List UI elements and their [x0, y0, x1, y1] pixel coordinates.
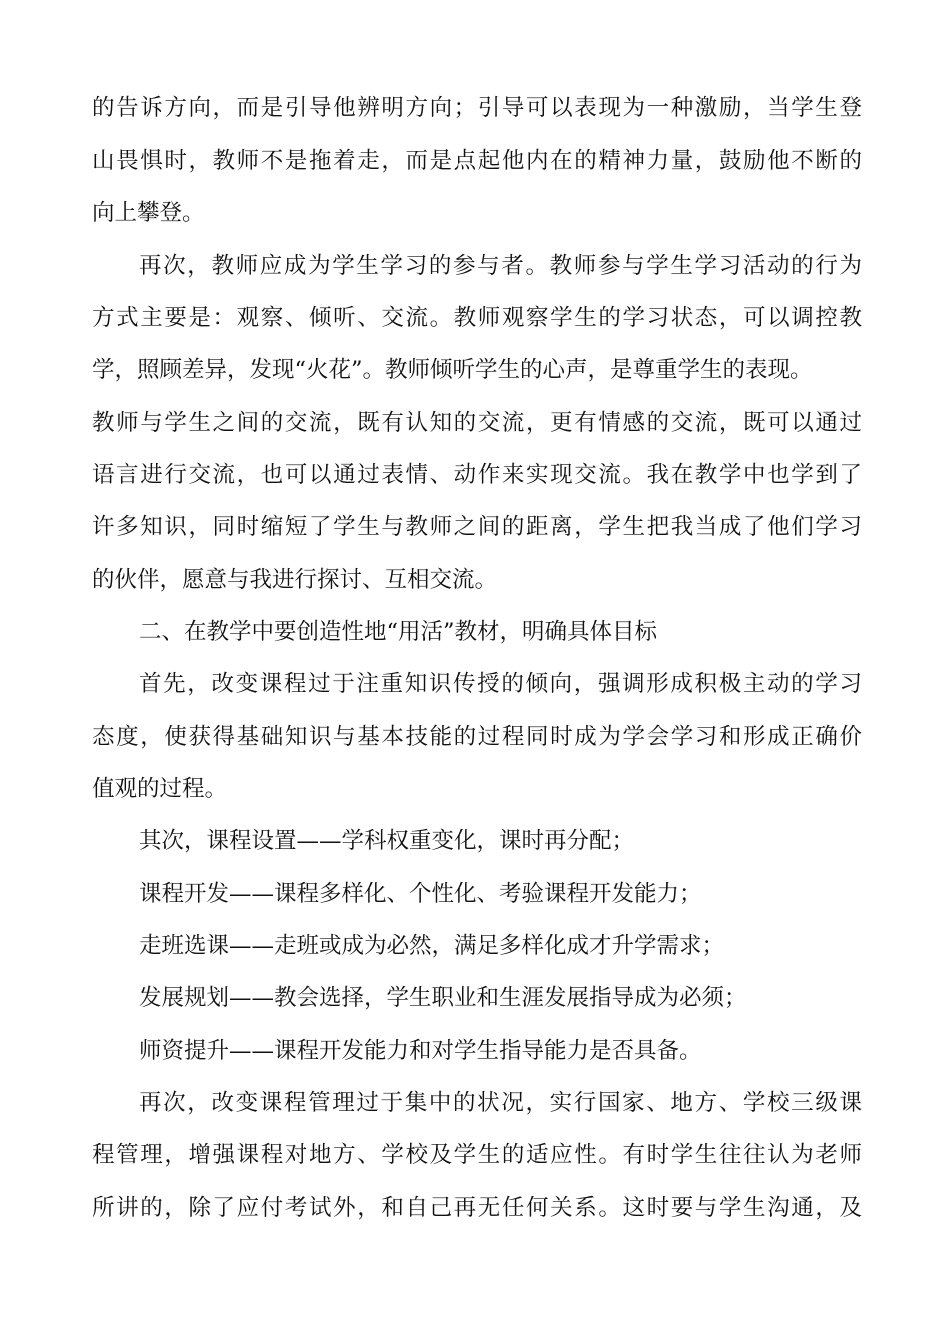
text-line-13: 态度，使获得基础知识与基本技能的过程同时成为学会学习和形成正确价 — [92, 724, 862, 750]
list-item-teacher-improvement: 师资提升——课程开发能力和对学生指导能力是否具备。 — [139, 1038, 702, 1064]
text-line-10: 的伙伴，愿意与我进行探讨、互相交流。 — [92, 567, 498, 593]
text-line-2: 山畏惧时，教师不是拖着走，而是点起他内在的精神力量，鼓励他不断的 — [92, 148, 862, 174]
text-line-14: 值观的过程。 — [92, 776, 228, 802]
paragraph-start-line: 再次，改变课程管理过于集中的状况，实行国家、地方、学校三级课 — [139, 1090, 862, 1116]
text-line-8: 语言进行交流，也可以通过表情、动作来实现交流。我在教学中也学到了 — [92, 462, 862, 488]
section-heading: 二、在教学中要创造性地“用活”教材，明确具体目标 — [139, 619, 658, 645]
list-item-class-selection: 走班选课——走班或成为必然，满足多样化成才升学需求； — [139, 933, 725, 959]
text-line-21: 程管理，增强课程对地方、学校及学生的适应性。有时学生往往认为老师 — [92, 1142, 862, 1168]
text-line-6: 学，照顾差异，发现“火花”。教师倾听学生的心声，是尊重学生的表现。 — [92, 357, 813, 383]
text-line-22: 所讲的，除了应付考试外，和自己再无任何关系。这时要与学生沟通，及 — [92, 1195, 862, 1221]
text-line-5: 方式主要是：观察、倾听、交流。教师观察学生的学习状态，可以调控教 — [92, 305, 862, 331]
text-line-3: 向上攀登。 — [92, 200, 205, 226]
paragraph-start-line: 再次，教师应成为学生学习的参与者。教师参与学生学习活动的行为 — [139, 253, 862, 279]
text-line-9: 许多知识，同时缩短了学生与教师之间的距离，学生把我当成了他们学习 — [92, 514, 862, 540]
list-item-development-planning: 发展规划——教会选择，学生职业和生涯发展指导成为必须； — [139, 985, 747, 1011]
paragraph-start-line: 首先，改变课程过于注重知识传授的倾向，强调形成积极主动的学习 — [139, 671, 862, 697]
list-item-course-development: 课程开发——课程多样化、个性化、考验课程开发能力； — [139, 881, 702, 907]
text-line-7: 教师与学生之间的交流，既有认知的交流，更有情感的交流，既可以通过 — [92, 410, 862, 436]
list-item-course-setting: 其次，课程设置——学科权重变化，课时再分配； — [139, 828, 635, 854]
text-line-1: 的告诉方向，而是引导他辨明方向；引导可以表现为一种激励，当学生登 — [92, 95, 862, 121]
